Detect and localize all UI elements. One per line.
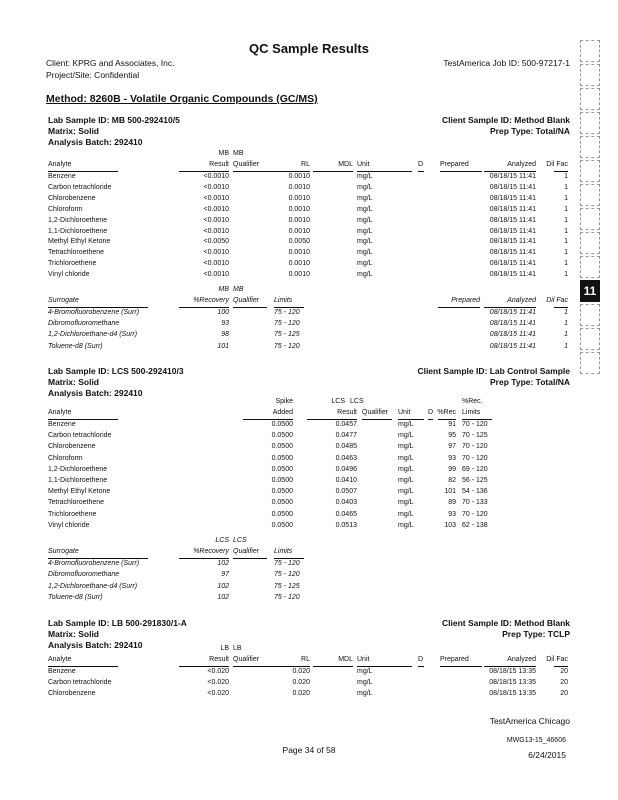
mb-cell: Methyl Ethyl Ketone — [48, 238, 111, 246]
lcs-cell: 0.0465 — [335, 510, 357, 518]
lcs-cell: 0.0507 — [335, 488, 357, 496]
lcs-cell: Methyl Ethyl Ketone — [48, 488, 111, 496]
mb-surrogate-column-group-label: MB — [218, 286, 229, 293]
mb-surrogate-column-header: Surrogate — [48, 297, 79, 304]
mb-cell: Chlorobenzene — [48, 194, 96, 202]
section-tab[interactable] — [580, 256, 600, 278]
mb-surrogate-cell: 1 — [564, 342, 568, 350]
footer-page-number: Page 34 of 58 — [282, 745, 336, 755]
mb-surrogate-column-header: Prepared — [451, 297, 480, 304]
mb-cell: 08/18/15 11:41 — [489, 183, 536, 191]
lcs-analysis-batch: Analysis Batch: 292410 — [48, 388, 143, 398]
lcs-column-header: %Rec — [437, 409, 456, 416]
mb-surrogate-cell: 1 — [564, 320, 568, 328]
mb-surrogate-column-header: Analyzed — [507, 297, 536, 304]
mb-cell: Trichloroethene — [48, 260, 97, 268]
lcs-cell: 0.0477 — [335, 432, 357, 440]
footer-doc-id: MWG13-15_46606 — [506, 737, 566, 744]
lcs-cell: mg/L — [398, 510, 414, 518]
lcs-column-header: Added — [272, 409, 293, 416]
lcs-cell: mg/L — [398, 521, 414, 529]
lcs-cell: 0.0500 — [271, 443, 293, 451]
mb-cell: 08/18/15 11:41 — [489, 173, 536, 180]
footer-lab: TestAmerica Chicago — [489, 716, 570, 726]
client-name: Client: KPRG and Associates, Inc. — [46, 58, 175, 68]
lcs-cell: Benzene — [48, 421, 76, 428]
lcs-column-header: D — [428, 409, 434, 416]
column-underline — [243, 419, 293, 420]
lb-cell: Chlorobenzene — [48, 690, 96, 698]
lb-lab-sample-id: Lab Sample ID: LB 500-291830/1-A — [48, 618, 187, 628]
lcs-cell: mg/L — [398, 432, 414, 440]
column-underline — [313, 171, 353, 172]
column-underline — [554, 171, 568, 172]
lcs-cell: mg/L — [398, 454, 414, 462]
column-underline — [418, 666, 424, 667]
mb-cell: <0.0010 — [203, 183, 229, 191]
section-tab[interactable] — [580, 328, 600, 350]
mb-cell: Chloroform — [48, 205, 83, 213]
section-tab[interactable] — [580, 40, 600, 62]
mb-cell: Vinyl chloride — [48, 271, 90, 279]
mb-cell: <0.0010 — [203, 260, 229, 268]
mb-column-header: Analyte — [48, 161, 72, 168]
lb-cell: Benzene — [48, 668, 76, 675]
lcs-surrogate-cell: Dibromofluoromethane — [48, 571, 120, 579]
lcs-cell: 101 — [444, 488, 456, 496]
mb-cell: mg/L — [357, 216, 373, 224]
lb-cell: mg/L — [357, 690, 373, 698]
lb-column-header: Unit — [357, 656, 370, 663]
lb-column-header: Analyte — [48, 656, 72, 663]
mb-cell: <0.0010 — [203, 173, 229, 180]
lcs-surrogate-column-group-label: LCS — [215, 537, 229, 544]
column-underline — [233, 558, 267, 559]
section-tab[interactable] — [580, 136, 600, 158]
lcs-surrogate-cell: 75 - 120 — [274, 593, 300, 601]
mb-cell: 1 — [564, 173, 568, 180]
mb-surrogate-cell: 4-Bromofluorobenzene (Surr) — [48, 309, 140, 316]
mb-cell: 1 — [564, 216, 568, 224]
lb-cell: 20 — [560, 679, 568, 687]
lcs-column-header: Result — [337, 409, 357, 416]
lb-column-group-label: LB — [220, 645, 229, 652]
mb-surrogate-cell: Toluene-d8 (Surr) — [48, 342, 103, 350]
lcs-surrogate-column-header: %Recovery — [193, 548, 229, 555]
lcs-surrogate-cell: 102 — [217, 582, 229, 590]
lb-column-header: RL — [301, 656, 310, 663]
lcs-surrogate-column-header: Limits — [274, 548, 293, 555]
lcs-cell: 89 — [448, 499, 456, 507]
section-tab[interactable] — [580, 232, 600, 254]
column-underline — [307, 419, 357, 420]
mb-surrogate-column-header: %Recovery — [193, 297, 229, 304]
mb-cell: 08/18/15 11:41 — [489, 194, 536, 202]
lb-cell: 20 — [560, 690, 568, 698]
lcs-surrogate-cell: 97 — [221, 571, 229, 579]
lcs-surrogate-cell: 75 - 120 — [274, 571, 300, 579]
mb-prep-type: Prep Type: Total/NA — [490, 126, 570, 136]
lb-column-header: D — [418, 656, 424, 663]
mb-column-header: Prepared — [440, 161, 469, 168]
lcs-cell: 0.0496 — [335, 465, 357, 473]
mb-surrogate-cell: 08/18/15 11:41 — [489, 342, 536, 350]
mb-column-header: Qualifier — [233, 161, 260, 168]
lcs-cell: 0.0500 — [271, 521, 293, 529]
mb-surrogate-cell: 08/18/15 11:41 — [489, 331, 536, 339]
mb-surrogate-cell: 75 - 125 — [274, 331, 300, 339]
lcs-cell: 70 - 120 — [462, 510, 488, 518]
lcs-column-group-label: LCS — [331, 398, 345, 405]
mb-cell: 1 — [564, 194, 568, 202]
lcs-cell: mg/L — [398, 421, 414, 428]
lb-cell: 08/18/15 13:35 — [489, 679, 536, 687]
mb-cell: 1 — [564, 238, 568, 246]
lcs-cell: mg/L — [398, 443, 414, 451]
lcs-cell: 0.0457 — [335, 421, 357, 428]
mb-matrix: Matrix: Solid — [48, 126, 100, 136]
lcs-cell: 54 - 136 — [462, 488, 488, 496]
lcs-cell: 93 — [448, 510, 456, 518]
lb-cell: 08/18/15 13:35 — [489, 690, 536, 698]
mb-cell: 08/18/15 11:41 — [489, 260, 536, 268]
lb-cell: 08/18/15 13:35 — [489, 668, 536, 675]
lcs-surrogate-cell: 75 - 120 — [274, 560, 300, 567]
lcs-cell: mg/L — [398, 477, 414, 484]
lcs-column-header: Qualifier — [362, 409, 389, 416]
mb-cell: 1 — [564, 271, 568, 279]
lb-cell: <0.020 — [207, 668, 229, 675]
column-underline — [265, 171, 310, 172]
lcs-cell: 0.0500 — [271, 488, 293, 496]
mb-cell: <0.0010 — [203, 205, 229, 213]
lb-cell: Carbon tetrachloride — [48, 679, 112, 687]
lb-analysis-batch: Analysis Batch: 292410 — [48, 640, 143, 650]
lb-matrix: Matrix: Solid — [48, 629, 100, 639]
section-tab-active[interactable]: 11 — [580, 280, 600, 302]
lcs-cell: 70 - 125 — [462, 432, 488, 440]
column-underline — [357, 666, 412, 667]
mb-cell: 1 — [564, 227, 568, 235]
column-underline — [484, 171, 536, 172]
lcs-column-group-label: Spike — [275, 398, 293, 405]
column-underline — [484, 307, 536, 308]
lcs-surrogate-cell: 75 - 125 — [274, 582, 300, 590]
mb-surrogate-cell: 1,2-Dichloroethane-d4 (Surr) — [48, 331, 138, 339]
column-underline — [313, 666, 353, 667]
mb-column-header: Dil Fac — [546, 161, 568, 168]
mb-surrogate-cell: 93 — [221, 320, 229, 328]
mb-cell: Carbon tetrachloride — [48, 183, 112, 191]
lcs-surrogate-cell: 1,2-Dichloroethane-d4 (Surr) — [48, 582, 138, 590]
mb-cell: 1,2-Dichloroethene — [48, 216, 108, 224]
lcs-lab-sample-id: Lab Sample ID: LCS 500-292410/3 — [48, 366, 184, 376]
lcs-cell: mg/L — [398, 488, 414, 496]
mb-cell: mg/L — [357, 183, 373, 191]
mb-cell: 08/18/15 11:41 — [489, 238, 536, 246]
lb-cell: 20 — [560, 668, 568, 675]
mb-column-group-label: MB — [233, 150, 244, 157]
column-underline — [48, 558, 148, 559]
mb-cell: 08/18/15 11:41 — [489, 249, 536, 257]
lcs-cell: Vinyl chloride — [48, 521, 90, 529]
column-underline — [462, 419, 492, 420]
column-underline — [554, 307, 568, 308]
lcs-surrogate-cell: 102 — [217, 593, 229, 601]
page-title: QC Sample Results — [249, 41, 369, 56]
section-tab[interactable] — [580, 184, 600, 206]
lb-cell: <0.020 — [207, 679, 229, 687]
lcs-cell: 0.0463 — [335, 454, 357, 462]
mb-surrogate-cell: 75 - 120 — [274, 320, 300, 328]
column-underline — [438, 307, 480, 308]
lb-column-header: MDL — [338, 656, 353, 663]
column-underline — [179, 558, 229, 559]
lb-cell: 0.020 — [292, 668, 310, 675]
mb-cell: 08/18/15 11:41 — [489, 205, 536, 213]
lb-cell: <0.020 — [207, 690, 229, 698]
mb-surrogate-column-header: Dil Fac — [546, 297, 568, 304]
mb-cell: 1 — [564, 249, 568, 257]
lcs-prep-type: Prep Type: Total/NA — [490, 377, 570, 387]
mb-cell: mg/L — [357, 260, 373, 268]
mb-cell: 0.0010 — [288, 249, 310, 257]
lcs-surrogate-column-group-label: LCS — [233, 537, 247, 544]
lcs-cell: 0.0513 — [335, 521, 357, 529]
section-tab[interactable] — [580, 112, 600, 134]
lcs-cell: Tetrachloroethene — [48, 499, 105, 507]
mb-surrogate-cell: 75 - 120 — [274, 342, 300, 350]
mb-surrogate-cell: 100 — [217, 309, 229, 316]
lb-cell: mg/L — [357, 679, 373, 687]
mb-surrogate-column-header: Qualifier — [233, 297, 260, 304]
lcs-cell: 95 — [448, 432, 456, 440]
mb-cell: Benzene — [48, 173, 76, 180]
lcs-column-header: Unit — [398, 409, 411, 416]
lcs-cell: Trichloroethene — [48, 510, 97, 518]
mb-cell: mg/L — [357, 173, 373, 180]
column-underline — [233, 307, 267, 308]
lcs-column-group-label: %Rec. — [462, 398, 483, 405]
lcs-cell: 0.0500 — [271, 510, 293, 518]
mb-cell: 0.0010 — [288, 173, 310, 180]
lb-column-header: Analyzed — [507, 656, 536, 663]
lcs-cell: Carbon tetrachloride — [48, 432, 112, 440]
mb-cell: 1 — [564, 205, 568, 213]
mb-cell: mg/L — [357, 227, 373, 235]
lcs-cell: 0.0403 — [335, 499, 357, 507]
lcs-cell: Chloroform — [48, 454, 83, 462]
lcs-cell: 91 — [448, 421, 456, 428]
footer-date: 6/24/2015 — [528, 750, 566, 760]
lcs-cell: 70 - 120 — [462, 443, 488, 451]
lcs-cell: 70 - 120 — [462, 454, 488, 462]
mb-surrogate-cell: 08/18/15 11:41 — [489, 320, 536, 328]
lcs-surrogate-cell: Toluene-d8 (Surr) — [48, 593, 103, 601]
mb-column-header: RL — [301, 161, 310, 168]
mb-surrogate-cell: 98 — [221, 331, 229, 339]
column-underline — [484, 666, 536, 667]
lb-column-header: Dil Fac — [546, 656, 568, 663]
mb-cell: mg/L — [357, 249, 373, 257]
mb-cell: 0.0010 — [288, 183, 310, 191]
lcs-cell: 99 — [448, 465, 456, 473]
lcs-client-sample-id: Client Sample ID: Lab Control Sample — [417, 366, 570, 376]
mb-cell: <0.0010 — [203, 194, 229, 202]
mb-cell: 1,1-Dichloroethene — [48, 227, 108, 235]
column-underline — [554, 666, 568, 667]
mb-cell: 08/18/15 11:41 — [489, 227, 536, 235]
mb-surrogate-column-header: Limits — [274, 297, 293, 304]
mb-cell: <0.0050 — [203, 238, 229, 246]
mb-analysis-batch: Analysis Batch: 292410 — [48, 137, 143, 147]
mb-cell: 1 — [564, 183, 568, 191]
lb-column-group-label: LB — [233, 645, 242, 652]
lb-column-header: Prepared — [440, 656, 469, 663]
mb-cell: 08/18/15 11:41 — [489, 271, 536, 279]
column-underline — [362, 419, 392, 420]
mb-cell: mg/L — [357, 194, 373, 202]
mb-surrogate-cell: Dibromofluoromethane — [48, 320, 120, 328]
column-underline — [179, 171, 229, 172]
lcs-cell: 0.0500 — [271, 499, 293, 507]
lcs-cell: 0.0500 — [271, 432, 293, 440]
column-underline — [357, 171, 412, 172]
lcs-matrix: Matrix: Solid — [48, 377, 100, 387]
mb-cell: Tetrachloroethene — [48, 249, 105, 257]
mb-cell: 0.0010 — [288, 227, 310, 235]
lb-client-sample-id: Client Sample ID: Method Blank — [442, 618, 570, 628]
mb-column-header: Result — [209, 161, 229, 168]
mb-column-header: Analyzed — [507, 161, 536, 168]
column-underline — [179, 666, 229, 667]
mb-cell: <0.0010 — [203, 271, 229, 279]
mb-cell: mg/L — [357, 205, 373, 213]
column-underline — [440, 666, 482, 667]
lcs-cell: 97 — [448, 443, 456, 451]
mb-column-group-label: MB — [218, 150, 229, 157]
lcs-cell: 0.0485 — [335, 443, 357, 451]
method-heading: Method: 8260B - Volatile Organic Compounds (GC/MS) — [46, 93, 318, 105]
mb-cell: mg/L — [357, 238, 373, 246]
lcs-cell: mg/L — [398, 499, 414, 507]
mb-surrogate-cell: 1 — [564, 309, 568, 316]
section-tab[interactable] — [580, 352, 600, 374]
lcs-cell: 69 - 120 — [462, 465, 488, 473]
section-tab[interactable] — [580, 160, 600, 182]
project-site: Project/Site: Confidential — [46, 70, 140, 80]
lcs-column-header: Analyte — [48, 409, 72, 416]
lb-cell: mg/L — [357, 668, 373, 675]
section-tab[interactable] — [580, 304, 600, 326]
column-underline — [438, 419, 456, 420]
job-id: TestAmerica Job ID: 500-97217-1 — [443, 58, 570, 68]
column-underline — [48, 666, 118, 667]
lb-prep-type: Prep Type: TCLP — [502, 629, 570, 639]
section-tab[interactable] — [580, 208, 600, 230]
mb-cell: 0.0010 — [288, 271, 310, 279]
mb-surrogate-cell: 101 — [217, 342, 229, 350]
lcs-cell: 56 - 125 — [462, 477, 488, 484]
lb-column-header: Result — [209, 656, 229, 663]
column-underline — [48, 171, 118, 172]
mb-cell: 0.0050 — [288, 238, 310, 246]
lcs-cell: 62 - 138 — [462, 521, 488, 529]
mb-client-sample-id: Client Sample ID: Method Blank — [442, 115, 570, 125]
mb-lab-sample-id: Lab Sample ID: MB 500-292410/5 — [48, 115, 180, 125]
lcs-cell: Chlorobenzene — [48, 443, 96, 451]
lcs-cell: 82 — [448, 477, 456, 484]
lcs-cell: 93 — [448, 454, 456, 462]
mb-cell: 0.0010 — [288, 216, 310, 224]
mb-cell: mg/L — [357, 271, 373, 279]
mb-cell: <0.0010 — [203, 227, 229, 235]
mb-surrogate-cell: 75 - 120 — [274, 309, 300, 316]
section-tab[interactable] — [580, 64, 600, 86]
column-underline — [398, 419, 424, 420]
mb-column-header: Unit — [357, 161, 370, 168]
mb-surrogate-cell: 1 — [564, 331, 568, 339]
column-underline — [265, 666, 310, 667]
mb-cell: 0.0010 — [288, 260, 310, 268]
column-underline — [428, 419, 433, 420]
lcs-cell: 0.0500 — [271, 421, 293, 428]
section-tab[interactable] — [580, 88, 600, 110]
mb-cell: 1 — [564, 260, 568, 268]
lcs-column-group-label: LCS — [350, 398, 364, 405]
column-underline — [440, 171, 482, 172]
lb-cell: 0.020 — [292, 679, 310, 687]
lcs-cell: 70 - 120 — [462, 421, 488, 428]
lcs-column-header: Limits — [462, 409, 481, 416]
mb-column-header: MDL — [338, 161, 353, 168]
lcs-surrogate-cell: 102 — [217, 560, 229, 567]
mb-column-header: D — [418, 161, 424, 168]
lcs-cell: mg/L — [398, 465, 414, 473]
mb-cell: 0.0010 — [288, 205, 310, 213]
lcs-surrogate-column-header: Surrogate — [48, 548, 79, 555]
mb-surrogate-cell: 08/18/15 11:41 — [489, 309, 536, 316]
column-underline — [274, 307, 304, 308]
lcs-surrogate-column-header: Qualifier — [233, 548, 260, 555]
lcs-cell: 0.0410 — [335, 477, 357, 484]
column-underline — [274, 558, 304, 559]
mb-cell: 08/18/15 11:41 — [489, 216, 536, 224]
mb-cell: <0.0010 — [203, 216, 229, 224]
column-underline — [418, 171, 424, 172]
lcs-surrogate-cell: 4-Bromofluorobenzene (Surr) — [48, 560, 140, 567]
lcs-cell: 70 - 133 — [462, 499, 488, 507]
column-underline — [179, 307, 229, 308]
lb-cell: 0.020 — [292, 690, 310, 698]
lcs-cell: 1,2-Dichloroethene — [48, 465, 108, 473]
mb-cell: 0.0010 — [288, 194, 310, 202]
lcs-cell: 103 — [444, 521, 456, 529]
lb-column-header: Qualifier — [233, 656, 260, 663]
lcs-cell: 0.0500 — [271, 477, 293, 484]
lcs-cell: 0.0500 — [271, 454, 293, 462]
column-underline — [48, 307, 148, 308]
mb-cell: <0.0010 — [203, 249, 229, 257]
lcs-cell: 1,1-Dichloroethene — [48, 477, 108, 484]
mb-surrogate-column-group-label: MB — [233, 286, 244, 293]
lcs-cell: 0.0500 — [271, 465, 293, 473]
column-underline — [48, 419, 118, 420]
